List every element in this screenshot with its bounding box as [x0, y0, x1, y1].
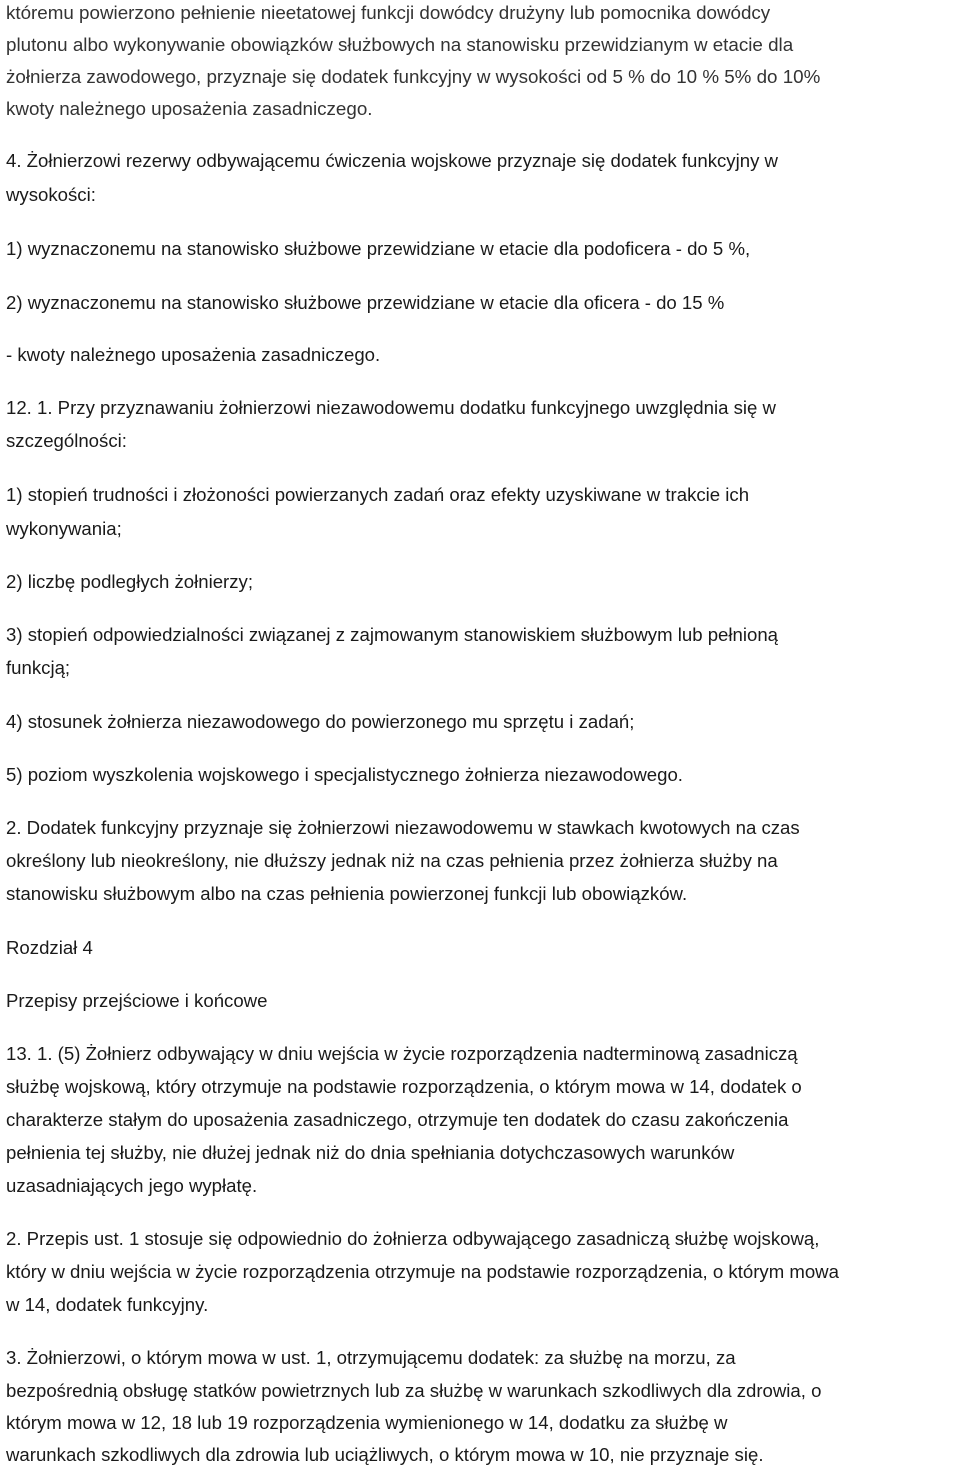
text-line: pełnienia tej służby, nie dłużej jednak niż do dnia spełniania dotychczasowych warunków: [6, 1142, 735, 1163]
text-line: którym mowa w 12, 18 lub 19 rozporządzenia wymienionego w 14, dodatku za służbę w: [6, 1412, 728, 1433]
text-line: wykonywania;: [6, 518, 122, 539]
text-line: wysokości:: [6, 184, 96, 205]
text-line: uzasadniających jego wypłatę.: [6, 1175, 258, 1196]
text-line: - kwoty należnego uposażenia zasadniczego.: [6, 344, 381, 365]
text-line: 4. Żołnierzowi rezerwy odbywającemu ćwiczenia wojskowe przyznaje się dodatek funkcyjny w: [6, 150, 778, 171]
text-line: stanowisku służbowym albo na czas pełnienia powierzonej funkcji lub obowiązków.: [6, 883, 688, 904]
text-line: służbę wojskową, który otrzymuje na podstawie rozporządzenia, o którym mowa w 14, dodatek o: [6, 1076, 802, 1097]
text-line: w 14, dodatek funkcyjny.: [6, 1294, 209, 1315]
text-line: 2. Dodatek funkcyjny przyznaje się żołnierzowi niezawodowemu w stawkach kwotowych na czas: [6, 817, 800, 838]
chapter-title: Przepisy przejściowe i końcowe: [6, 990, 268, 1011]
text-line: określony lub nieokreślony, nie dłuższy jednak niż na czas pełnienia przez żołnierza służby na: [6, 850, 778, 871]
text-line: któremu powierzono pełnienie nieetatowej funkcji dowódcy drużyny lub pomocnika dowódcy: [6, 2, 771, 23]
text-line: żołnierza zawodowego, przyznaje się dodatek funkcyjny w wysokości od 5 % do 10 % 5% do 10%: [6, 66, 821, 87]
list-item: 4) stosunek żołnierza niezawodowego do powierzonego mu sprzętu i zadań;: [6, 711, 635, 732]
text-line: który w dniu wejścia w życie rozporządzenia otrzymuje na podstawie rozporządzenia, o którym mowa: [6, 1261, 839, 1282]
list-item: 1) wyznaczonemu na stanowisko służbowe przewidziane w etacie dla podoficera - do 5 %,: [6, 238, 751, 259]
text-line: charakterze stałym do uposażenia zasadniczego, otrzymuje ten dodatek do czasu zakończenia: [6, 1109, 789, 1130]
list-item: 5) poziom wyszkolenia wojskowego i specjalistycznego żołnierza niezawodowego.: [6, 764, 683, 785]
text-line: plutonu albo wykonywanie obowiązków służbowych na stanowisku przewidzianym w etacie dla: [6, 34, 794, 55]
text-line: 2. Przepis ust. 1 stosuje się odpowiednio do żołnierza odbywającego zasadniczą służbę wojskową,: [6, 1228, 820, 1249]
list-item: 1) stopień trudności i złożoności powierzanych zadań oraz efekty uzyskiwane w trakcie ich: [6, 484, 750, 505]
list-item: 2) wyznaczonemu na stanowisko służbowe przewidziane w etacie dla oficera - do 15 %: [6, 292, 725, 313]
chapter-heading: Rozdział 4: [6, 937, 93, 958]
list-item: 3) stopień odpowiedzialności związanej z zajmowanym stanowiskiem służbowym lub pełnioną: [6, 624, 779, 645]
text-line: bezpośrednią obsługę statków powietrznych lub za służbę w warunkach szkodliwych dla zdrowia, o: [6, 1380, 822, 1401]
text-line: 3. Żołnierzowi, o którym mowa w ust. 1, otrzymującemu dodatek: za służbę na morzu, za: [6, 1347, 736, 1368]
text-line: warunkach szkodliwych dla zdrowia lub uciążliwych, o którym mowa w 10, nie przyznaje się.: [6, 1444, 764, 1465]
section-paragraph: 12. 1. Przy przyznawaniu żołnierzowi niezawodowemu dodatku funkcyjnego uwzględnia się w: [6, 397, 776, 418]
list-item: 2) liczbę podległych żołnierzy;: [6, 571, 254, 592]
section-paragraph: 13. 1. (5) Żołnierz odbywający w dniu wejścia w życie rozporządzenia nadterminową zasadniczą: [6, 1043, 798, 1064]
text-line: funkcją;: [6, 657, 71, 678]
text-line: kwoty należnego uposażenia zasadniczego.: [6, 98, 373, 119]
text-line: szczególności:: [6, 430, 127, 451]
